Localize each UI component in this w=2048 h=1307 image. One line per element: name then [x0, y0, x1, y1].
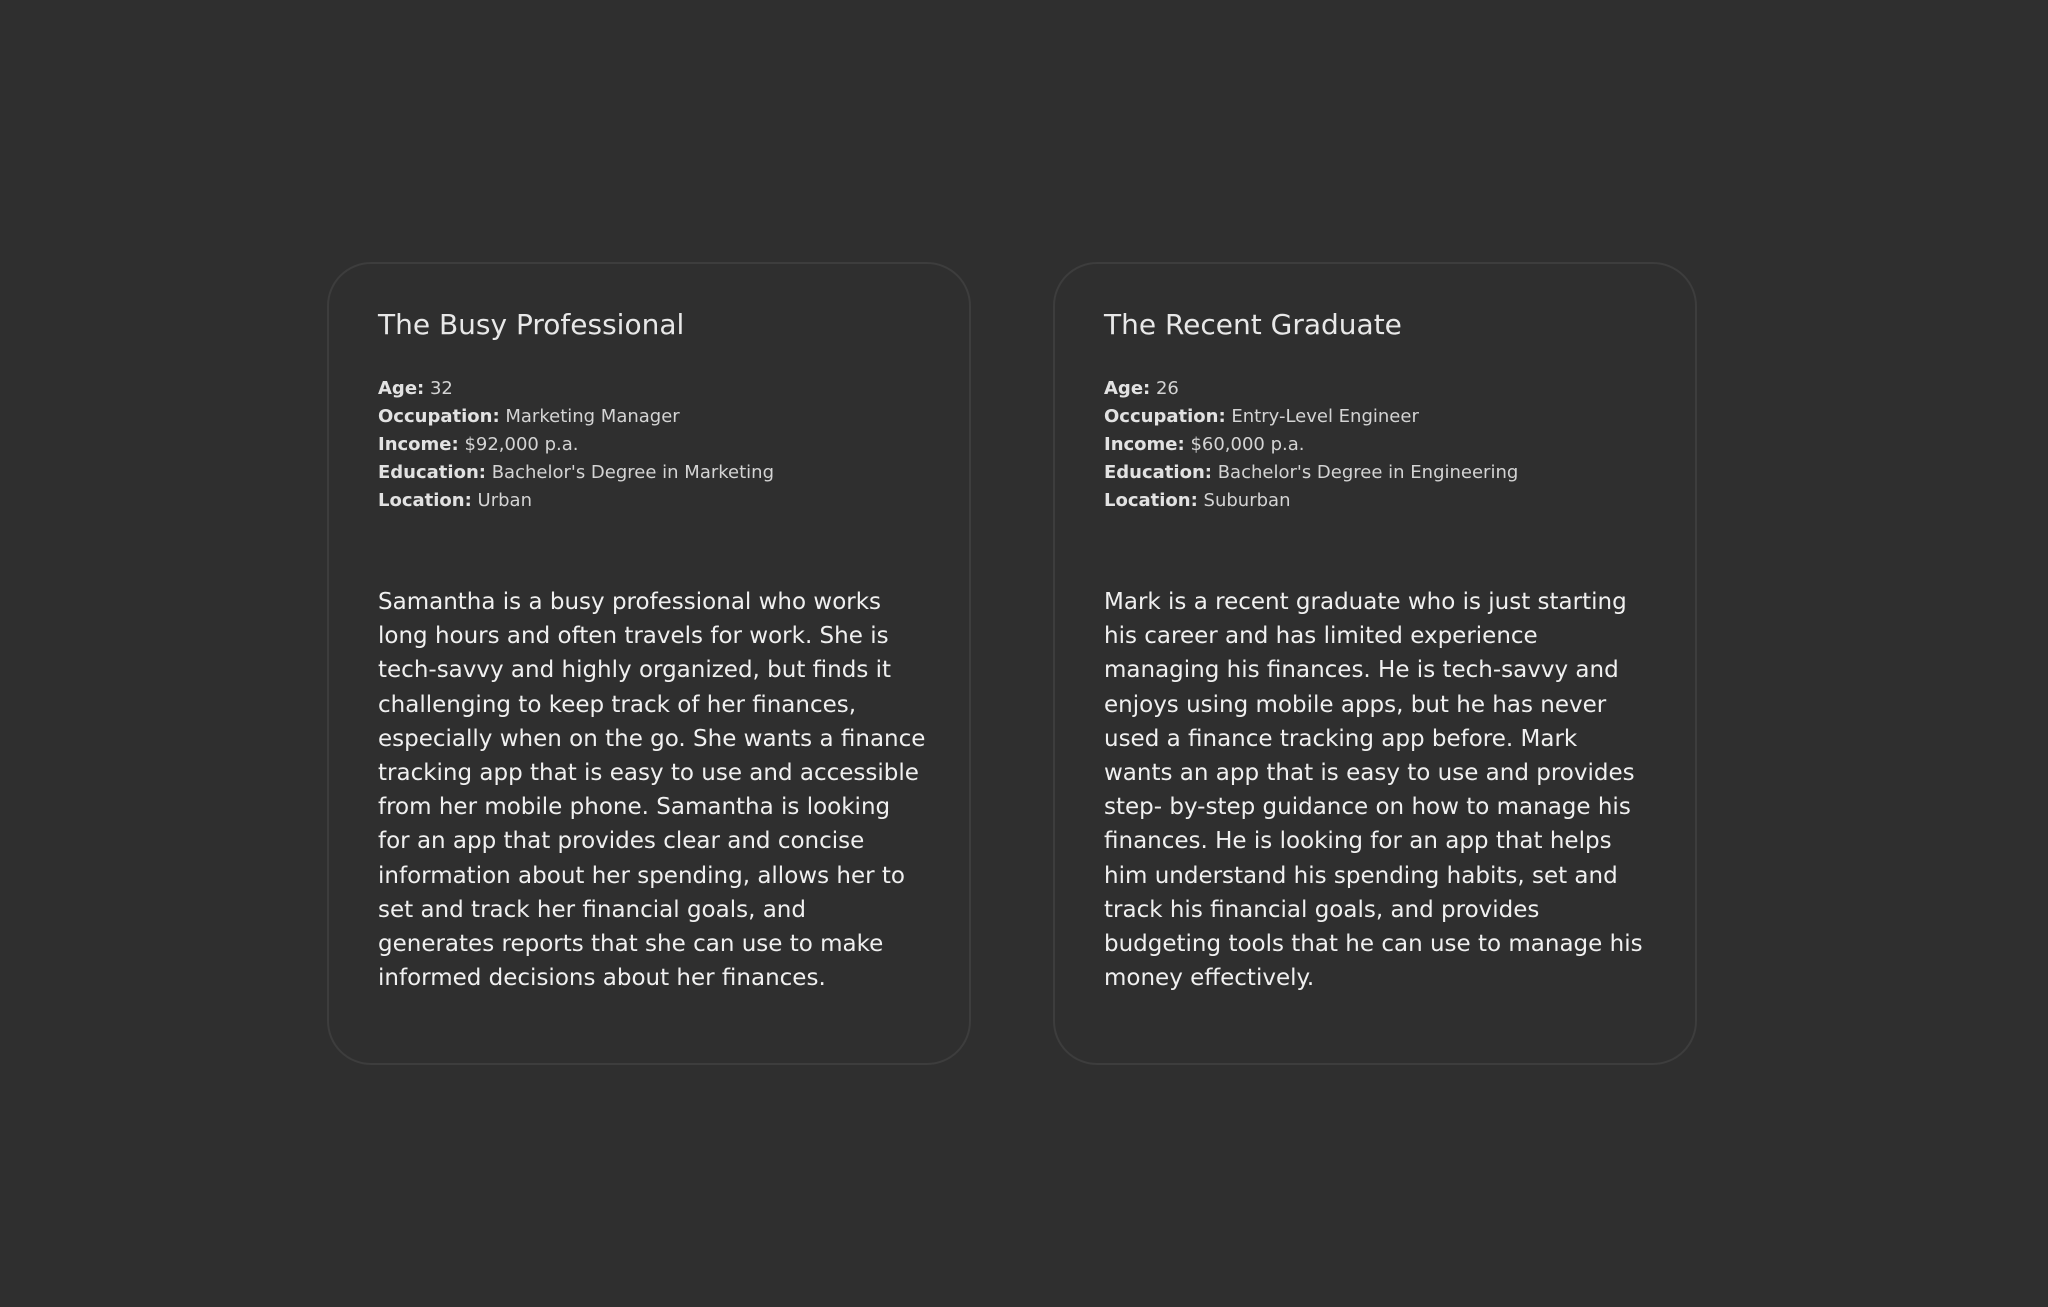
fact-value: Bachelor's Degree in Marketing — [491, 462, 774, 483]
fact-label: Age: — [1104, 378, 1151, 399]
persona-facts — [378, 375, 921, 515]
bio-line: used a finance tracking app before. Mark wants — [1104, 725, 1578, 787]
fact-value: Entry-Level Engineer — [1231, 406, 1419, 427]
fact-age — [1104, 375, 1647, 403]
bio-line: Mark is a recent graduate who is just starting — [1104, 589, 1627, 615]
bio-line: reports that she can use to make informed — [378, 931, 884, 992]
bio-line: an app that is easy to use and provides step- — [1104, 760, 1635, 821]
bio-line: long hours and often travels for work. She is — [378, 623, 889, 650]
persona-facts — [1104, 375, 1647, 515]
bio-line: effectively. — [1190, 965, 1315, 992]
fact-label: Location: — [1104, 490, 1198, 511]
bio-line: especially when on the go. She wants a finance — [378, 725, 926, 752]
bio-line: challenging to keep track of her finances, — [378, 691, 857, 718]
fact-value: Marketing Manager — [505, 406, 680, 427]
persona-title: The Recent Graduate — [1104, 308, 1402, 341]
fact-value: Bachelor's Degree in Engineering — [1217, 462, 1519, 483]
bio-line: from her mobile phone. Samantha is looking for — [378, 794, 891, 855]
bio-line: enjoys using mobile apps, but he has never — [1104, 691, 1607, 718]
bio-line: tech-savvy and highly organized, but finds it — [378, 657, 892, 684]
bio-line: understand his spending habits, set and track — [1104, 862, 1618, 923]
fact-label: Education: — [1104, 462, 1212, 483]
fact-value: 26 — [1155, 378, 1179, 399]
fact-location — [378, 487, 921, 515]
fact-occupation — [1104, 403, 1647, 431]
fact-label: Income: — [1104, 434, 1185, 455]
persona-card-busy-professional — [327, 262, 971, 1065]
fact-value: Suburban — [1203, 490, 1291, 511]
fact-occupation — [378, 403, 921, 431]
fact-income — [378, 431, 921, 459]
bio-line: decisions about her finances. — [488, 965, 826, 992]
bio-line: managing his finances. He is tech-savvy and — [1104, 657, 1619, 684]
fact-label: Occupation: — [378, 406, 500, 427]
fact-value: Urban — [477, 490, 532, 511]
bio-line: by-step guidance on how to manage his — [1169, 794, 1631, 821]
fact-label: Location: — [378, 490, 472, 511]
bio-line: finances. He is looking for an app that helps him — [1104, 828, 1612, 889]
bio-line: Samantha is a busy professional who works — [378, 589, 882, 615]
fact-age — [378, 375, 921, 403]
fact-income — [1104, 431, 1647, 459]
persona-title: The Busy Professional — [378, 308, 685, 341]
persona-bio — [378, 585, 926, 995]
fact-label: Education: — [378, 462, 486, 483]
fact-education — [1104, 459, 1647, 487]
persona-bio — [1104, 585, 1652, 995]
bio-line: tools that he can use to manage his money — [1104, 931, 1643, 992]
fact-label: Age: — [378, 378, 425, 399]
bio-line: his financial goals, and provides budgeting — [1104, 896, 1540, 958]
bio-line: an app that provides clear and concise — [416, 828, 865, 855]
bio-line: his career and has limited experience — [1104, 623, 1538, 650]
persona-card-recent-graduate — [1053, 262, 1697, 1065]
fact-value: $60,000 p.a. — [1190, 434, 1305, 455]
fact-value: 32 — [429, 378, 453, 399]
bio-line: set and track her financial goals, and generates — [378, 896, 806, 958]
bio-line: information about her spending, allows her to — [378, 862, 905, 889]
fact-value: $92,000 p.a. — [464, 434, 579, 455]
fact-label: Income: — [378, 434, 459, 455]
fact-location — [1104, 487, 1647, 515]
fact-education — [378, 459, 921, 487]
bio-line: tracking app that is easy to use and accessible — [378, 760, 919, 787]
fact-label: Occupation: — [1104, 406, 1226, 427]
